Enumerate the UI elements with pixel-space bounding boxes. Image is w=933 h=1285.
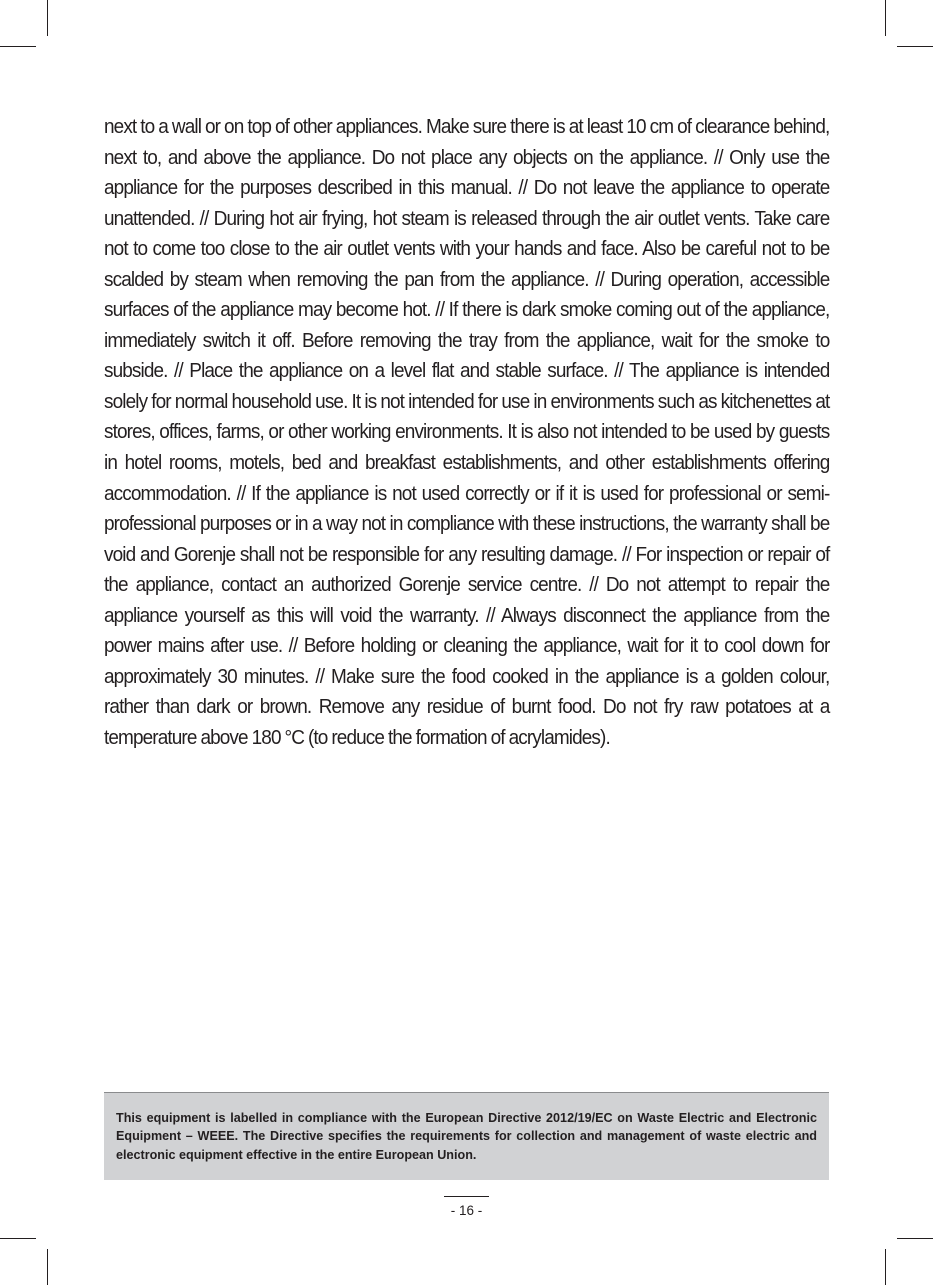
safety-instructions-paragraph: next to a wall or on top of other appliances. Make sure there is at least 10 cm of clearance behind, next to, and above the appliance. Do not place any objects on the appliance. // Only use the appliance for the purposes described in this manual. // Do not leave the appliance to operate unattended. // During hot air frying, hot steam is released through the air outlet vents. Take care not to come too close to the air outlet vents with your hands and face. Also be careful not to be scalded by steam when removing the pan from the appliance. // During operation, accessible surfaces of the appliance may become hot. // If there is dark smoke coming out of the appliance, immediately switch it off. Before removing the tray from the appliance, wait for the smoke to subside. // Place the appliance on a level flat and stable surface. // The appliance is intended solely for normal household use. It is not intended for use in environments such as kitchenettes at stores, offices, farms, or other working environments. It is also not intended to be used by guests in hotel rooms, motels, bed and breakfast establishments, and other establishments offering accommodation. // If the appliance is not used correctly or if it is used for professional or semi-professional purposes or in a way not in compliance with these instructions, the warranty shall be void and Gorenje shall not be responsible for any resulting damage. // For inspection or repair of the appliance, contact an authorized Gorenje service centre. // Do not attempt to repair the appliance yourself as this will void the warranty. // Always disconnect the appliance from the power mains after use. // Before holding or cleaning the appliance, wait for it to cool down for approximately 30 minutes. // Make sure the food cooked in the appliance is a golden colour, rather than dark or brown. Remove any residue of burnt food. Do not fry raw potatoes at a temperature above 180 °C (to reduce the formation of acrylamides). (104, 116, 830, 749)
crop-mark-bottom-right-horizontal (897, 1238, 933, 1239)
crop-mark-bottom-right-vertical (885, 1249, 886, 1285)
weee-notice-box (104, 1092, 829, 1180)
weee-notice-text: This equipment is labelled in compliance with the European Directive 2012/19/EC on Waste Electric and Electronic Equipment – WEEE. The Directive specifies the requirements for collection and management of waste electric and electronic equipment effective in the entire European Union. (116, 1111, 817, 1162)
crop-mark-top-right-vertical (885, 0, 886, 36)
page-number-rule (444, 1196, 489, 1197)
crop-mark-bottom-left-vertical (47, 1249, 48, 1285)
crop-mark-top-left-horizontal (0, 46, 36, 47)
crop-mark-bottom-left-horizontal (0, 1238, 36, 1239)
page-number: - 16 - (450, 1203, 483, 1218)
crop-mark-top-left-vertical (47, 0, 48, 36)
crop-mark-top-right-horizontal (897, 46, 933, 47)
